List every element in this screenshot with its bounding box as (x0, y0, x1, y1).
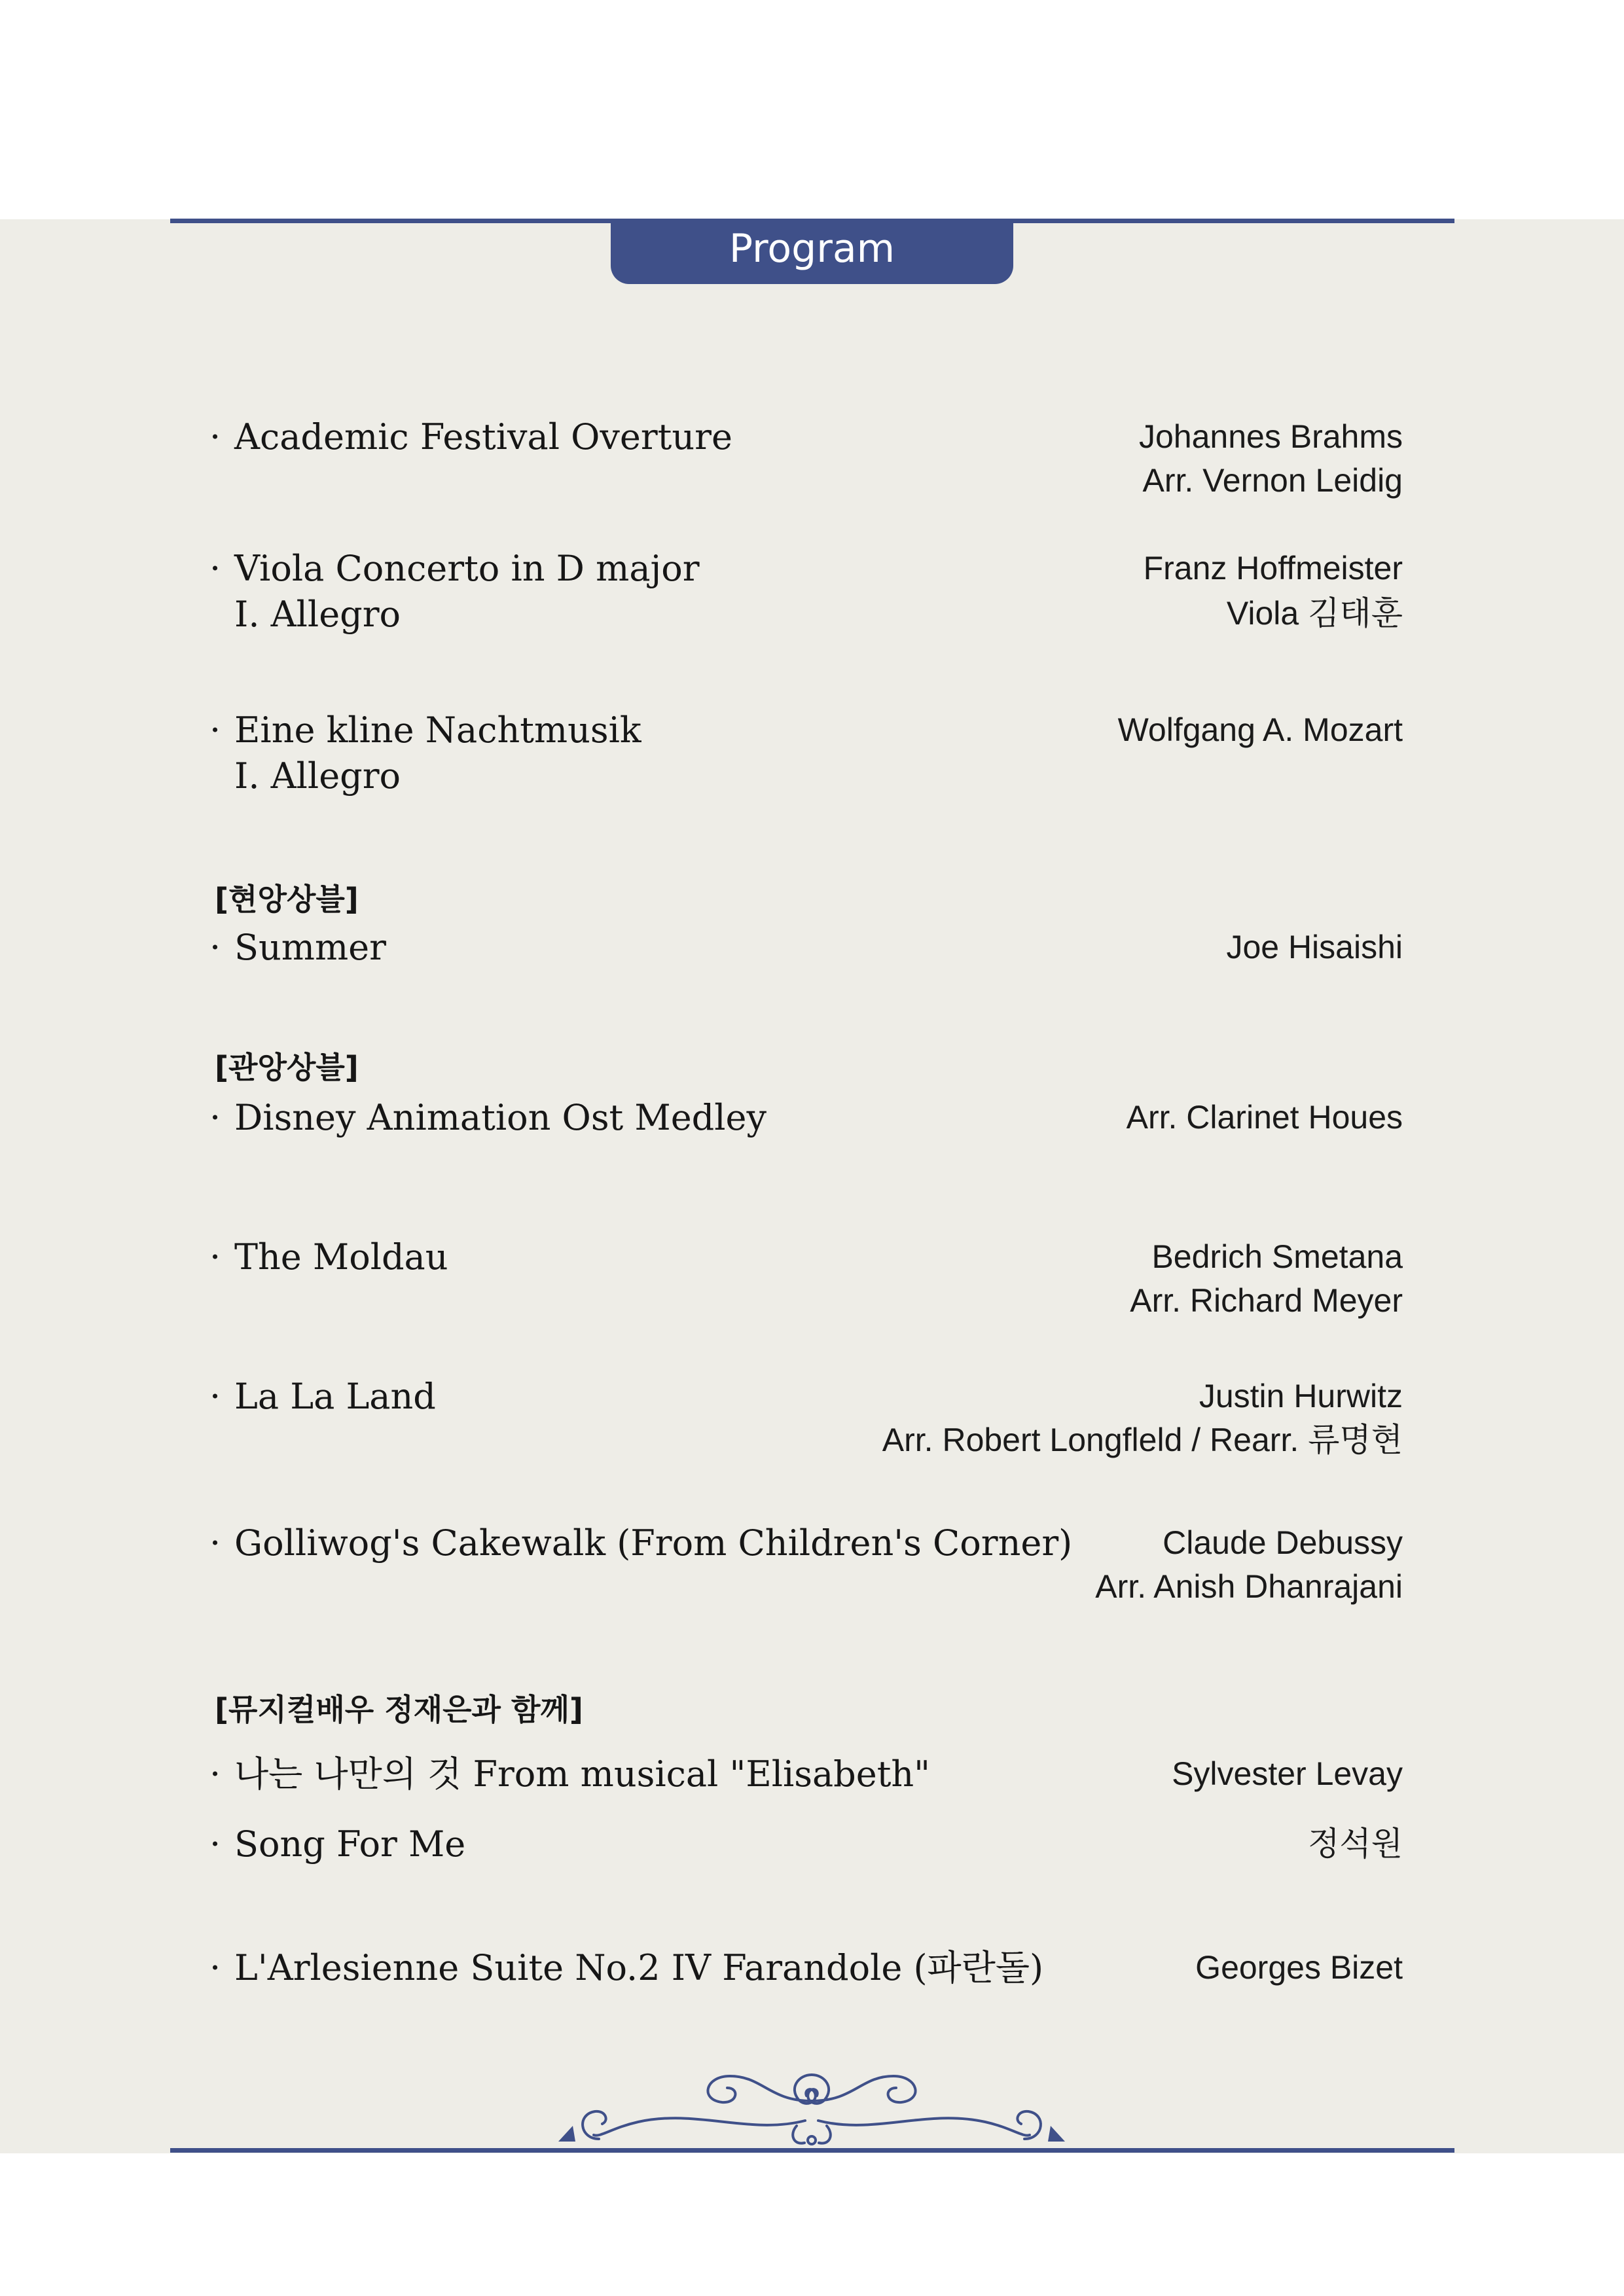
program-item-7-composer: Justin Hurwitz (1199, 1378, 1403, 1414)
program-item-5-title: · Disney Animation Ost Medley (209, 1097, 767, 1138)
program-item-4-composer: Joe Hisaishi (1226, 929, 1403, 965)
program-item-3-composer: Wolfgang A. Mozart (1117, 711, 1403, 748)
program-item-6-title: · The Moldau (209, 1236, 448, 1278)
program-item-7-title: · La La Land (209, 1376, 436, 1417)
program-item-10-composer: 정석원 (1308, 1825, 1403, 1862)
program-item-9-title: · 나는 나만의 것 From musical "Elisabeth" (209, 1753, 931, 1795)
program-item-2-title: · Viola Concerto in D major (209, 548, 700, 589)
flourish-divider-icon (553, 2062, 1070, 2153)
program-item-11-composer: Georges Bizet (1195, 1949, 1403, 1986)
program-item-2-movement: I. Allegro (234, 594, 401, 635)
program-item-1-composer: Johannes Brahms (1138, 418, 1403, 455)
bottom-rule (170, 2148, 1454, 2153)
program-item-8-composer: Claude Debussy (1163, 1524, 1403, 1561)
program-item-1-arranger: Arr. Vernon Leidig (1142, 462, 1403, 499)
program-item-2-soloist: Viola 김태훈 (1226, 595, 1403, 632)
program-item-2-composer: Franz Hoffmeister (1143, 550, 1403, 586)
program-item-8-title: · Golliwog's Cakewalk (From Children's Corner) (209, 1522, 1073, 1564)
page-title: Program (611, 219, 1013, 284)
program-item-10-title: · Song For Me (209, 1823, 466, 1865)
program-item-4-ensemble: [현앙상블] (215, 882, 359, 917)
program-item-4-title: · Summer (209, 927, 386, 968)
program-item-9-composer: Sylvester Levay (1172, 1755, 1403, 1792)
program-item-6-composer: Bedrich Smetana (1151, 1238, 1403, 1275)
program-item-7-arranger: Arr. Robert Longfleld / Rearr. 류명현 (882, 1422, 1403, 1458)
program-item-9-ensemble: [뮤지컬배우 정재은과 함께] (215, 1692, 583, 1727)
program-item-3-movement: I. Allegro (234, 755, 401, 797)
program-item-1-title: · Academic Festival Overture (209, 416, 732, 457)
program-item-5-ensemble: [관앙상블] (215, 1050, 359, 1085)
program-item-6-arranger: Arr. Richard Meyer (1130, 1282, 1403, 1319)
program-item-3-title: · Eine kline Nachtmusik (209, 709, 641, 751)
program-item-8-arranger: Arr. Anish Dhanrajani (1095, 1568, 1403, 1605)
program-item-5-arranger: Arr. Clarinet Houes (1126, 1099, 1403, 1136)
program-item-11-title: · L'Arlesienne Suite No.2 IV Farandole (파란돌) (209, 1947, 1044, 1988)
